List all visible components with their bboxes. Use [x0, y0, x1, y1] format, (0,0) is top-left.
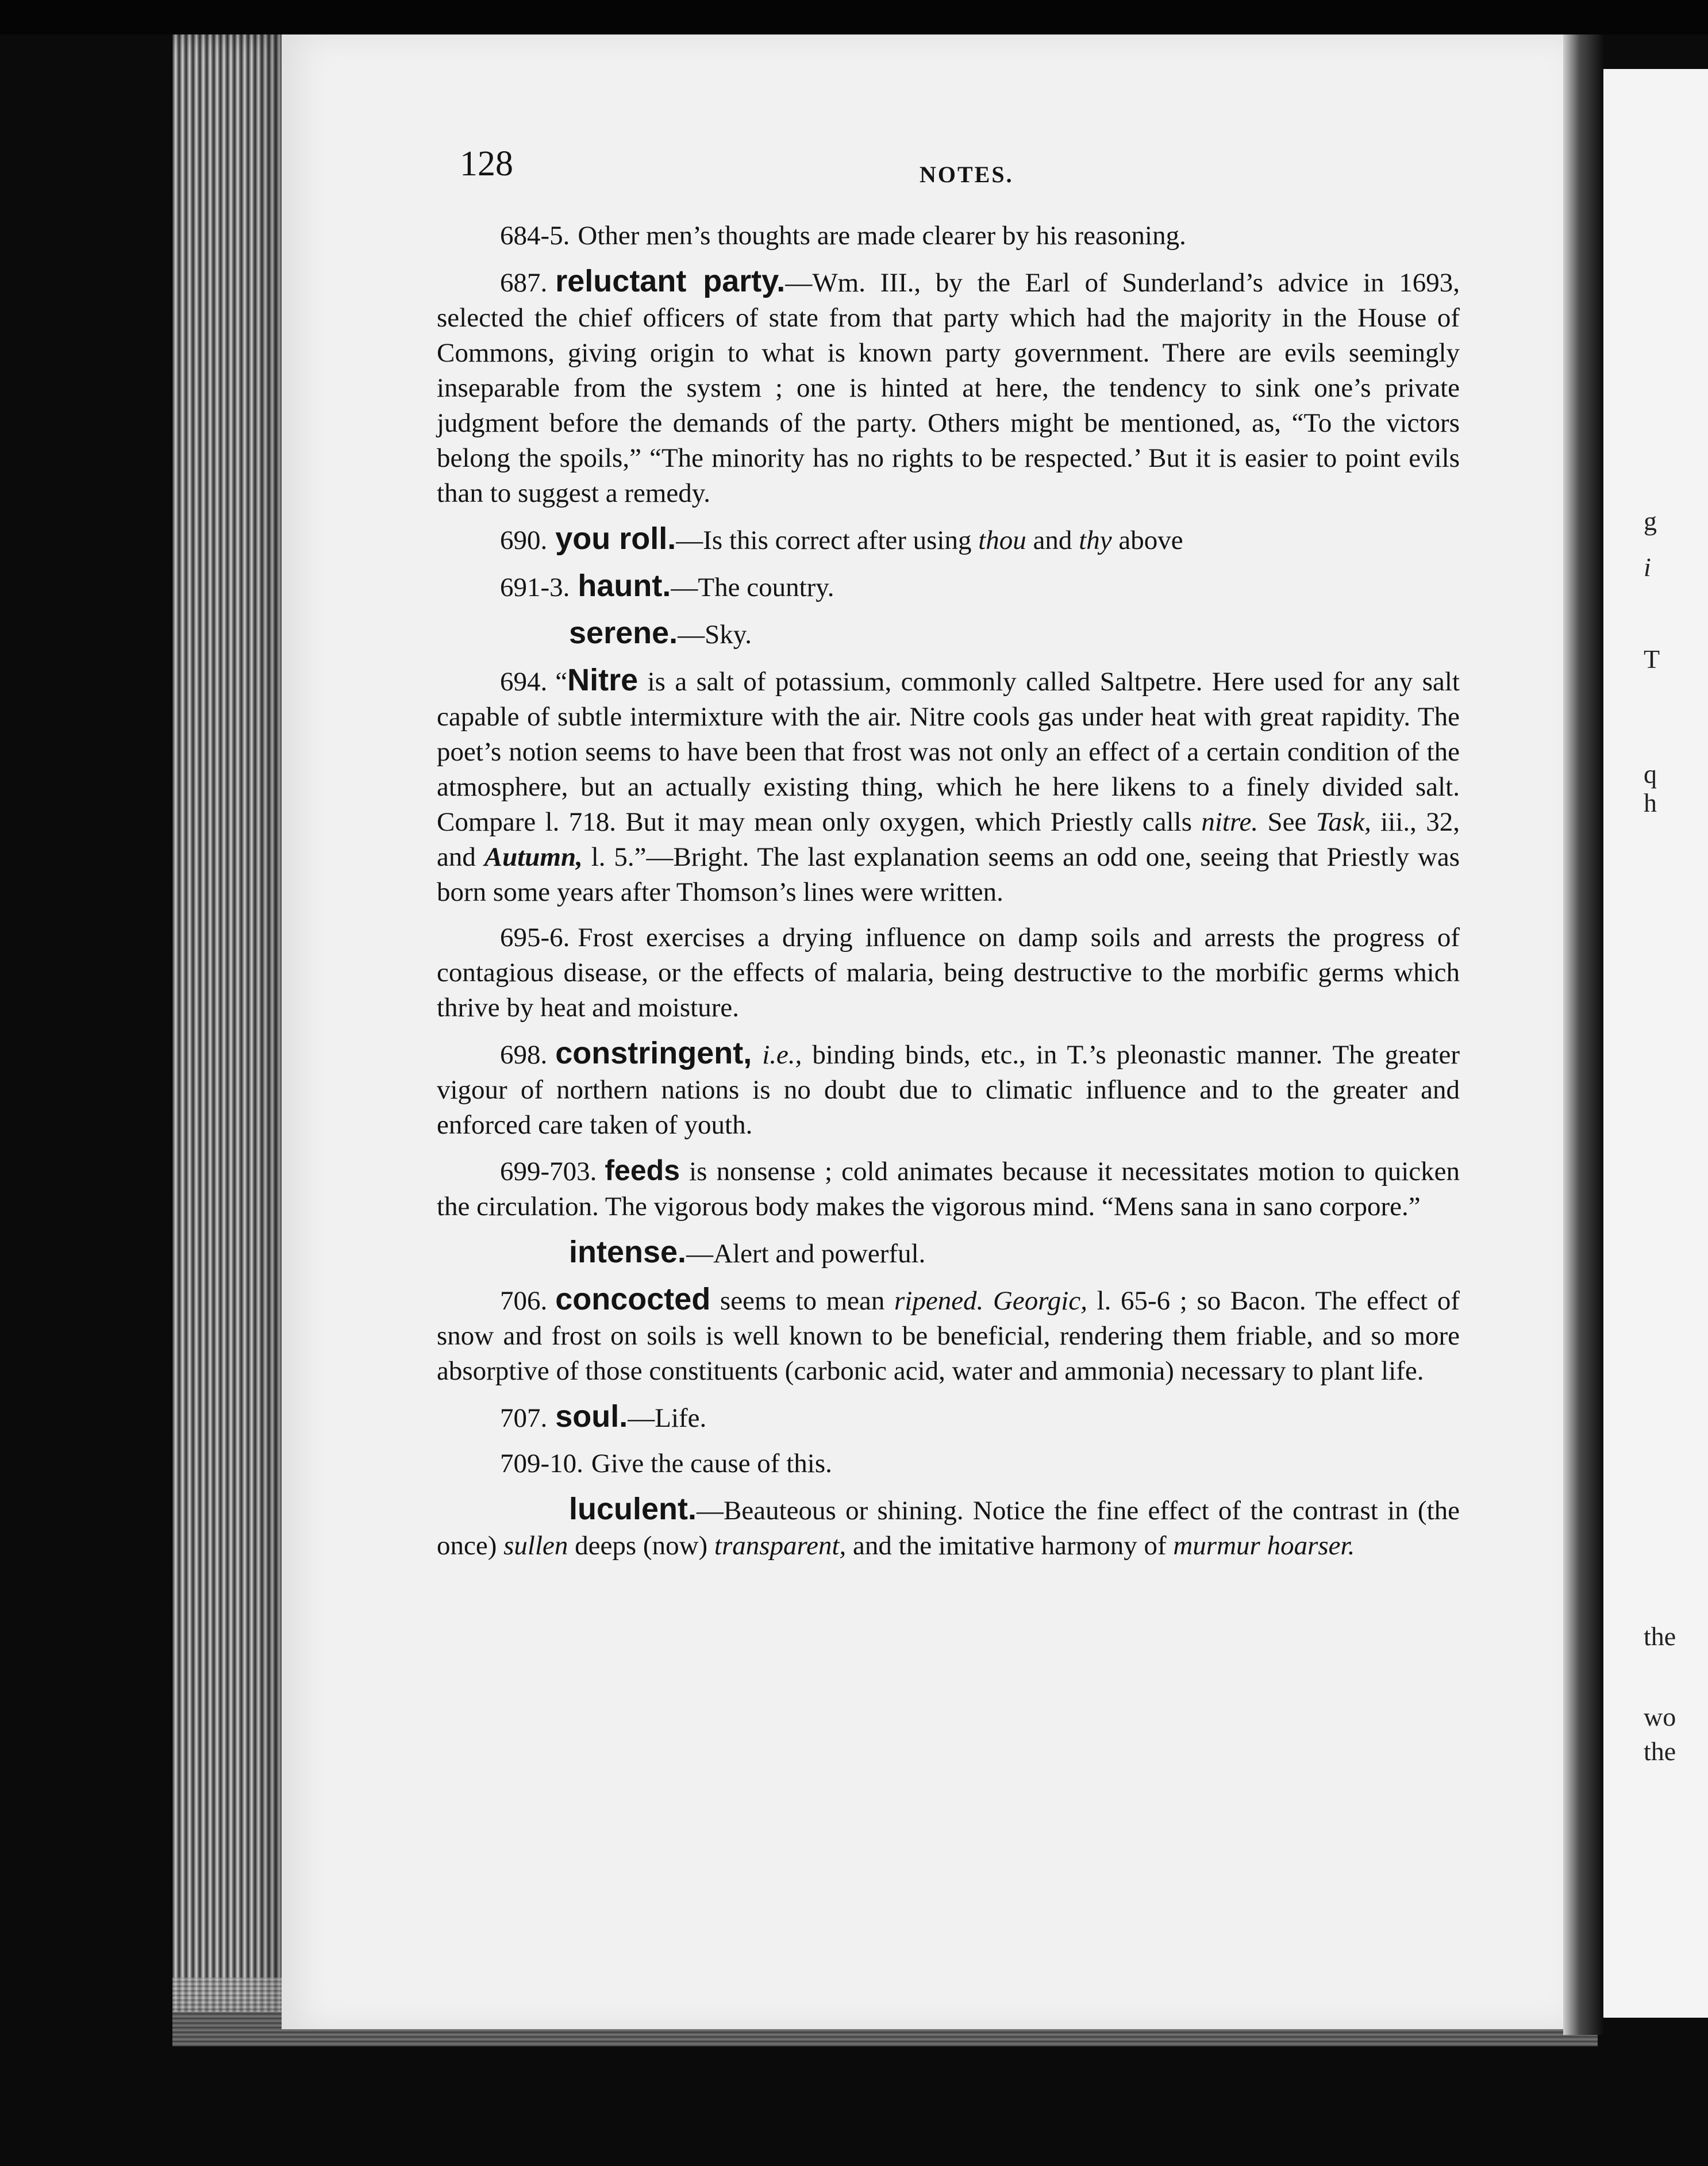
note-emphasis: transparent,: [714, 1531, 847, 1561]
scan-border-top: [0, 0, 1708, 34]
note-706: [437, 1282, 1460, 1389]
facing-fragment: T: [1644, 644, 1660, 674]
note-694: [437, 663, 1460, 910]
note-text: —Sky.: [678, 620, 752, 650]
note-emphasis: nitre.: [1201, 807, 1259, 837]
note-text: deeps (now): [568, 1531, 714, 1561]
facing-fragment: q: [1644, 759, 1657, 789]
note-text: iii., 32, and: [437, 807, 1460, 872]
note-text: is nonsense ; cold animates because it necessitates motion to quicken the circulation. The vigorous body makes the vigorous mind. “Mens sana in sano corpore.”: [437, 1157, 1460, 1222]
note-text: seems to mean: [710, 1286, 894, 1316]
note-690: [437, 521, 1460, 558]
note-text: is a salt of potassium, commonly called Saltpetre. Here used for any salt capable of subtle intermixture with the air. Nitre cools gas under heat with great rapidity. The poet’s notion seems to have been that frost was not only an effect of a certain condition of the atmosphere, but an actually existing thing, which he here likens to a finely divided salt. Compare l. 718. But it may mean only oxygen, which Priestly calls: [437, 667, 1460, 837]
note-number: 699-703.: [500, 1157, 597, 1186]
note-luculent: [437, 1492, 1460, 1564]
page-header: [460, 144, 1471, 195]
note-keyword: haunt.: [578, 569, 671, 603]
note-keyword: you roll.: [555, 521, 676, 556]
note-keyword: luculent.: [569, 1492, 697, 1526]
note-keyword: intense.: [569, 1235, 687, 1269]
note-684: [437, 218, 1460, 254]
note-number: 698.: [500, 1040, 548, 1070]
note-691: [437, 569, 1460, 605]
page-number: 128: [460, 144, 513, 183]
note-text: —Beauteous or shining. Notice the fine effect of the contrast in (the once): [437, 1496, 1460, 1561]
note-text: above: [1111, 525, 1183, 555]
note-keyword: reluctant party.: [555, 264, 786, 298]
note-intense: [437, 1235, 1460, 1272]
note-text: binding binds, etc., in T.’s pleonastic manner. The greater vigour of northern nations is no doubt due to climatic influence and to the greater and enforced care taken of youth.: [437, 1040, 1460, 1140]
note-emphasis: sullen: [503, 1531, 568, 1561]
note-text: Frost exercises a drying influence on damp soils and arrests the progress of contagious disease, or the effects of malaria, being destructive to the morbific germs which thrive by heat and moisture.: [437, 923, 1460, 1023]
note-text: l. 5.”—Bright. The last explanation seems an odd one, seeing that Priestly was born some years after Thomson’s lines were written.: [437, 842, 1460, 907]
note-keyword: soul.: [555, 1399, 628, 1434]
note-text: —Wm. III., by the Earl of Sunderland’s advice in 1693, selected the chief officers of state from that party which had the majority in the House of Commons, giving origin to what is known party government. There are evils seemingly inseparable from the system ; one is hinted at here, the tendency to sink one’s private judgment before the demands of the party. Others might be mentioned, as, “To the victors belong the spoils,” “The minority has no rights to be respected.’ But it is easier to point evils than to suggest a remedy.: [437, 268, 1460, 508]
note-number: 695-6.: [500, 923, 570, 953]
note-687: [437, 264, 1460, 511]
facing-fragment: the: [1644, 1737, 1676, 1766]
note-text: and the imitative harmony of: [846, 1531, 1174, 1561]
notes-body: [437, 218, 1460, 1574]
note-keyword: serene.: [569, 616, 678, 650]
note-text: —Is this correct after using: [676, 525, 979, 555]
running-head: NOTES.: [920, 162, 1014, 187]
note-keyword: constringent,: [555, 1036, 752, 1070]
note-698: [437, 1036, 1460, 1143]
note-707: [437, 1399, 1460, 1436]
note-text: —Alert and powerful.: [686, 1239, 926, 1269]
note-number: 707.: [500, 1403, 548, 1433]
note-emphasis: Georgic,: [993, 1286, 1087, 1316]
note-emphasis: Autumn,: [484, 842, 583, 872]
note-text: See: [1258, 807, 1316, 837]
facing-fragment: g: [1644, 506, 1657, 536]
note-text: Give the cause of this.: [591, 1449, 832, 1478]
note-keyword: Nitre: [567, 663, 638, 697]
note-serene: [437, 616, 1460, 652]
note-number: 690.: [500, 525, 548, 555]
note-emphasis: murmur hoarser.: [1173, 1531, 1355, 1561]
note-number: 687.: [500, 268, 548, 298]
note-keyword: feeds: [605, 1154, 680, 1186]
note-text: Other men’s thoughts are made clearer by his reasoning.: [578, 221, 1186, 251]
note-text: and: [1026, 525, 1079, 555]
facing-fragment: i: [1644, 552, 1651, 582]
note-emphasis: Task,: [1315, 807, 1371, 837]
note-695: [437, 920, 1460, 1026]
note-quote-open: “: [555, 667, 568, 697]
note-number: 684-5.: [500, 221, 570, 251]
book-gutter: [1563, 34, 1605, 2035]
note-text: —Life.: [628, 1403, 707, 1433]
note-number: 691-3.: [500, 573, 570, 602]
note-emphasis: thou: [978, 525, 1026, 555]
note-text: l. 65-6 ; so Bacon. The effect of snow and frost on soils is well known to be beneficial, rendering them friable, and so more absorptive of those constituents (carbonic acid, water and ammonia) necessary to plant life.: [437, 1286, 1460, 1386]
note-709: [437, 1446, 1460, 1481]
note-keyword: concocted: [555, 1282, 711, 1316]
facing-page-edge: [1603, 69, 1708, 2018]
note-number: 694.: [500, 667, 548, 697]
facing-fragment: h: [1644, 788, 1657, 817]
note-699: [437, 1153, 1460, 1224]
note-number: 706.: [500, 1286, 548, 1316]
note-emphasis: i.e.,: [752, 1040, 802, 1070]
note-text: —The country.: [671, 573, 834, 602]
page-stack-left-edge: [172, 34, 287, 2012]
facing-fragment: wo: [1644, 1702, 1676, 1731]
note-number: 709-10.: [500, 1449, 583, 1478]
facing-fragment: the: [1644, 1622, 1676, 1651]
note-emphasis: thy: [1079, 525, 1112, 555]
note-emphasis: ripened.: [894, 1286, 984, 1316]
